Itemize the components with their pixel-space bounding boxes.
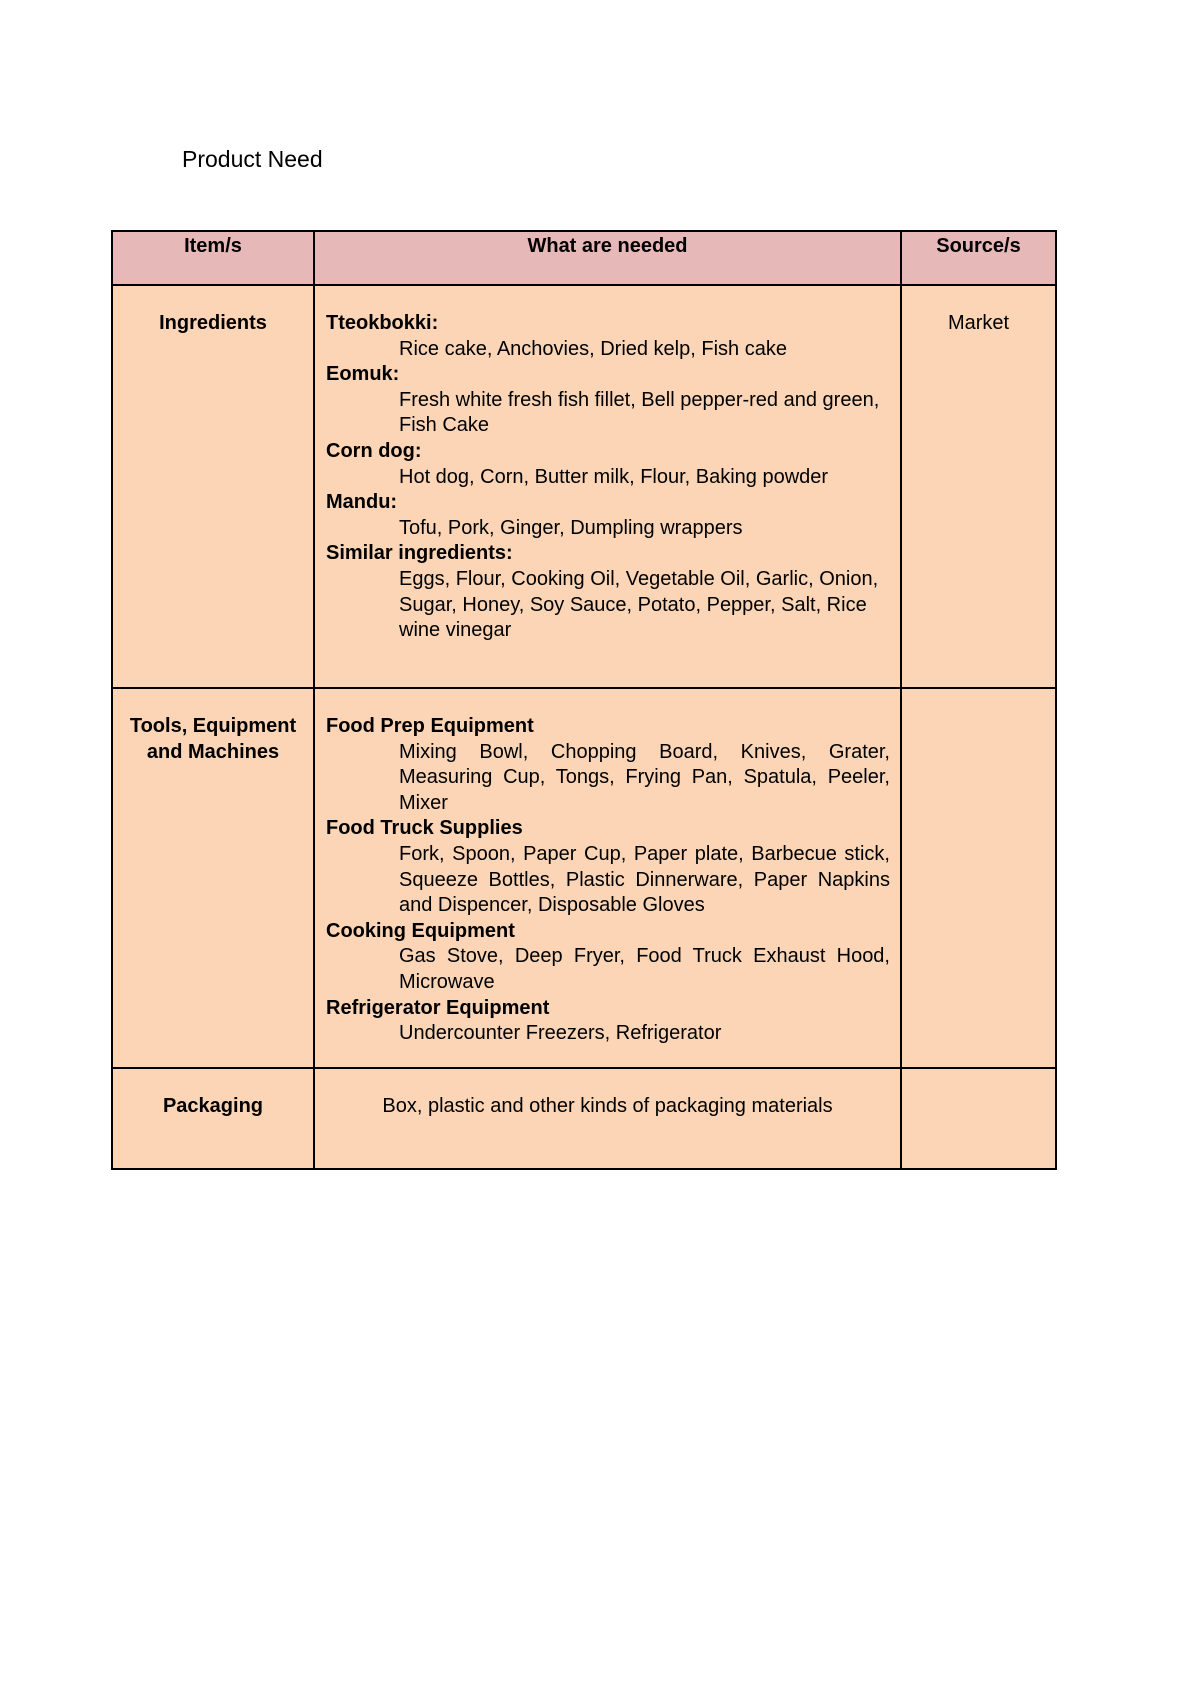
needed-cell: Box, plastic and other kinds of packaging materials — [314, 1068, 901, 1169]
group-items: Rice cake, Anchovies, Dried kelp, Fish cake — [399, 337, 787, 360]
group-heading: Tteokbokki: — [326, 312, 439, 334]
group-items: Undercounter Freezers, Refrigerator — [399, 1022, 722, 1045]
source-cell — [901, 688, 1056, 1068]
table-row-ingredients — [112, 285, 1056, 688]
group-heading: Corn dog: — [326, 439, 422, 462]
group-heading: Mandu: — [326, 491, 398, 514]
source-cell: Market — [901, 285, 1056, 688]
page-title: Product Need — [182, 146, 323, 172]
group-items: Hot dog, Corn, Butter milk, Flour, Baking powder — [399, 465, 829, 488]
header-source: Source/s — [901, 231, 1056, 285]
needed-cell — [314, 688, 901, 1068]
group-items: Fresh white fresh fish fillet, Bell pepper-red and green, Fish Cake — [399, 388, 880, 437]
group-heading: Cooking Equipment — [326, 919, 515, 942]
item-cell: Ingredients — [112, 285, 314, 688]
group-heading: Food Prep Equipment — [326, 715, 534, 737]
product-need-table — [111, 230, 1057, 1170]
item-cell: Tools, Equipment and Machines — [112, 688, 314, 1068]
group-items: Mixing Bowl, Chopping Board, Knives, Grater, Measuring Cup, Tongs, Frying Pan, Spatula, Peeler, Mixer — [399, 740, 890, 814]
table-row-packaging — [112, 1068, 1056, 1169]
needed-cell — [314, 285, 901, 688]
header-item: Item/s — [112, 231, 314, 285]
group-heading: Food Truck Supplies — [326, 817, 523, 840]
group-heading: Eomuk: — [326, 363, 400, 386]
source-cell — [901, 1068, 1056, 1169]
group-heading: Refrigerator Equipment — [326, 996, 550, 1019]
table-row-tools — [112, 688, 1056, 1068]
group-items: Gas Stove, Deep Fryer, Food Truck Exhaust Hood, Microwave — [399, 945, 890, 993]
item-cell: Packaging — [112, 1068, 314, 1169]
group-items: Fork, Spoon, Paper Cup, Paper plate, Barbecue stick, Squeeze Bottles, Plastic Dinnerware, Paper Napkins and Dispencer, Disposable Gloves — [399, 842, 890, 917]
header-needed: What are needed — [314, 231, 901, 285]
group-heading: Similar ingredients: — [326, 542, 513, 565]
table-header-row — [112, 231, 1056, 285]
group-items: Eggs, Flour, Cooking Oil, Vegetable Oil, Garlic, Onion, Sugar, Honey, Soy Sauce, Potato, Pepper, Salt, Rice wine vinegar — [399, 567, 879, 642]
group-items: Tofu, Pork, Ginger, Dumpling wrappers — [399, 516, 743, 539]
